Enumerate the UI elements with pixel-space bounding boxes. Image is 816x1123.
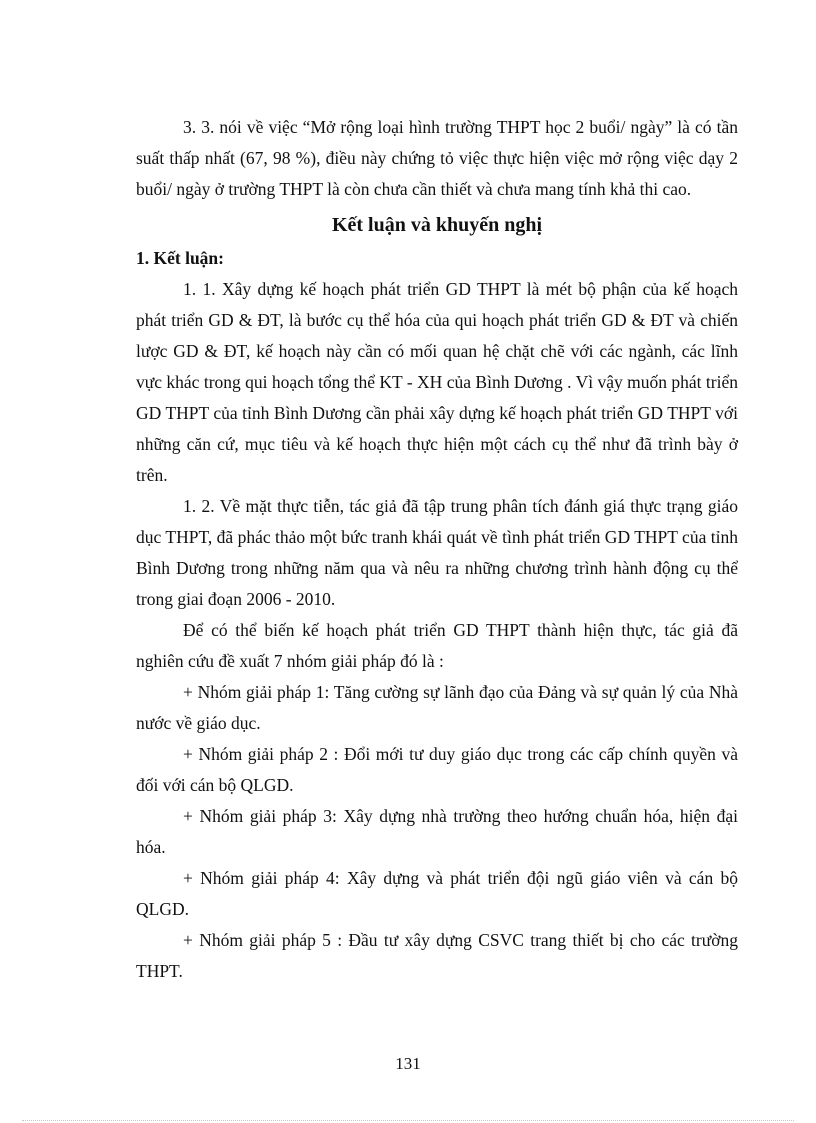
paragraph-1-2: 1. 2. Về mặt thực tiễn, tác giả đã tập trung phân tích đánh giá thực trạng giáo dục THPT, đã phác thảo một bức tranh khái quát về tình phát triển GD THPT của tỉnh Bình Dương trong những năm qua và nêu ra những chương trình hành động cụ thể trong giai đoạn 2006 - 2010.	[136, 496, 738, 609]
solution-group-2: + Nhóm giải pháp 2 : Đổi mới tư duy giáo dục trong các cấp chính quyền và đối với cán bộ QLGD.	[136, 744, 738, 795]
section-title: Kết luận và khuyến nghị	[331, 214, 543, 236]
solution-group-5: + Nhóm giải pháp 5 : Đầu tư xây dựng CSVC trang thiết bị cho các trường THPT.	[136, 930, 738, 981]
paragraph-1-1: 1. 1. Xây dựng kế hoạch phát triển GD THPT là mét bộ phận của kế hoạch phát triển GD & ĐT, là bước cụ thể hóa của qui hoạch phát triển GD & ĐT và chiến lược GD & ĐT, kế hoạch này cần có mối quan hệ chặt chẽ với các ngành, các lĩnh vực khác trong qui hoạch tổng thể KT - XH của Bình Dương . Vì vậy muốn phát triển GD THPT của tỉnh Bình Dương cần phải xây dựng kế hoạch phát triển GD THPT với những căn cứ, mục tiêu và kế hoạch thực hiện một cách cụ thể như đã trình bày ở trên.	[136, 279, 738, 485]
subsection-title: 1. Kết luận:	[136, 248, 224, 268]
solution-group-3: + Nhóm giải pháp 3: Xây dựng nhà trường theo hướng chuẩn hóa, hiện đại hóa.	[136, 806, 738, 857]
page-number: 131	[395, 1054, 421, 1073]
intro-paragraph: 3. 3. nói về việc “Mở rộng loại hình trường THPT học 2 buổi/ ngày” là có tần suất thấp nhất (67, 98 %), điều này chứng tỏ việc thực hiện việc mở rộng việc dạy 2 buổi/ ngày ở trường THPT là còn chưa cần thiết và chưa mang tính khả thi cao.	[136, 117, 738, 199]
page-body	[136, 112, 738, 987]
page-bottom-divider	[22, 1120, 794, 1121]
solution-group-4: + Nhóm giải pháp 4: Xây dựng và phát triển đội ngũ giáo viên và cán bộ QLGD.	[136, 868, 738, 919]
paragraph-solutions-intro: Để có thể biến kế hoạch phát triển GD THPT thành hiện thực, tác giả đã nghiên cứu đề xuất 7 nhóm giải pháp đó là :	[136, 620, 738, 671]
solution-group-1: + Nhóm giải pháp 1: Tăng cường sự lãnh đạo của Đảng và sự quản lý của Nhà nước về giáo dục.	[136, 682, 738, 733]
